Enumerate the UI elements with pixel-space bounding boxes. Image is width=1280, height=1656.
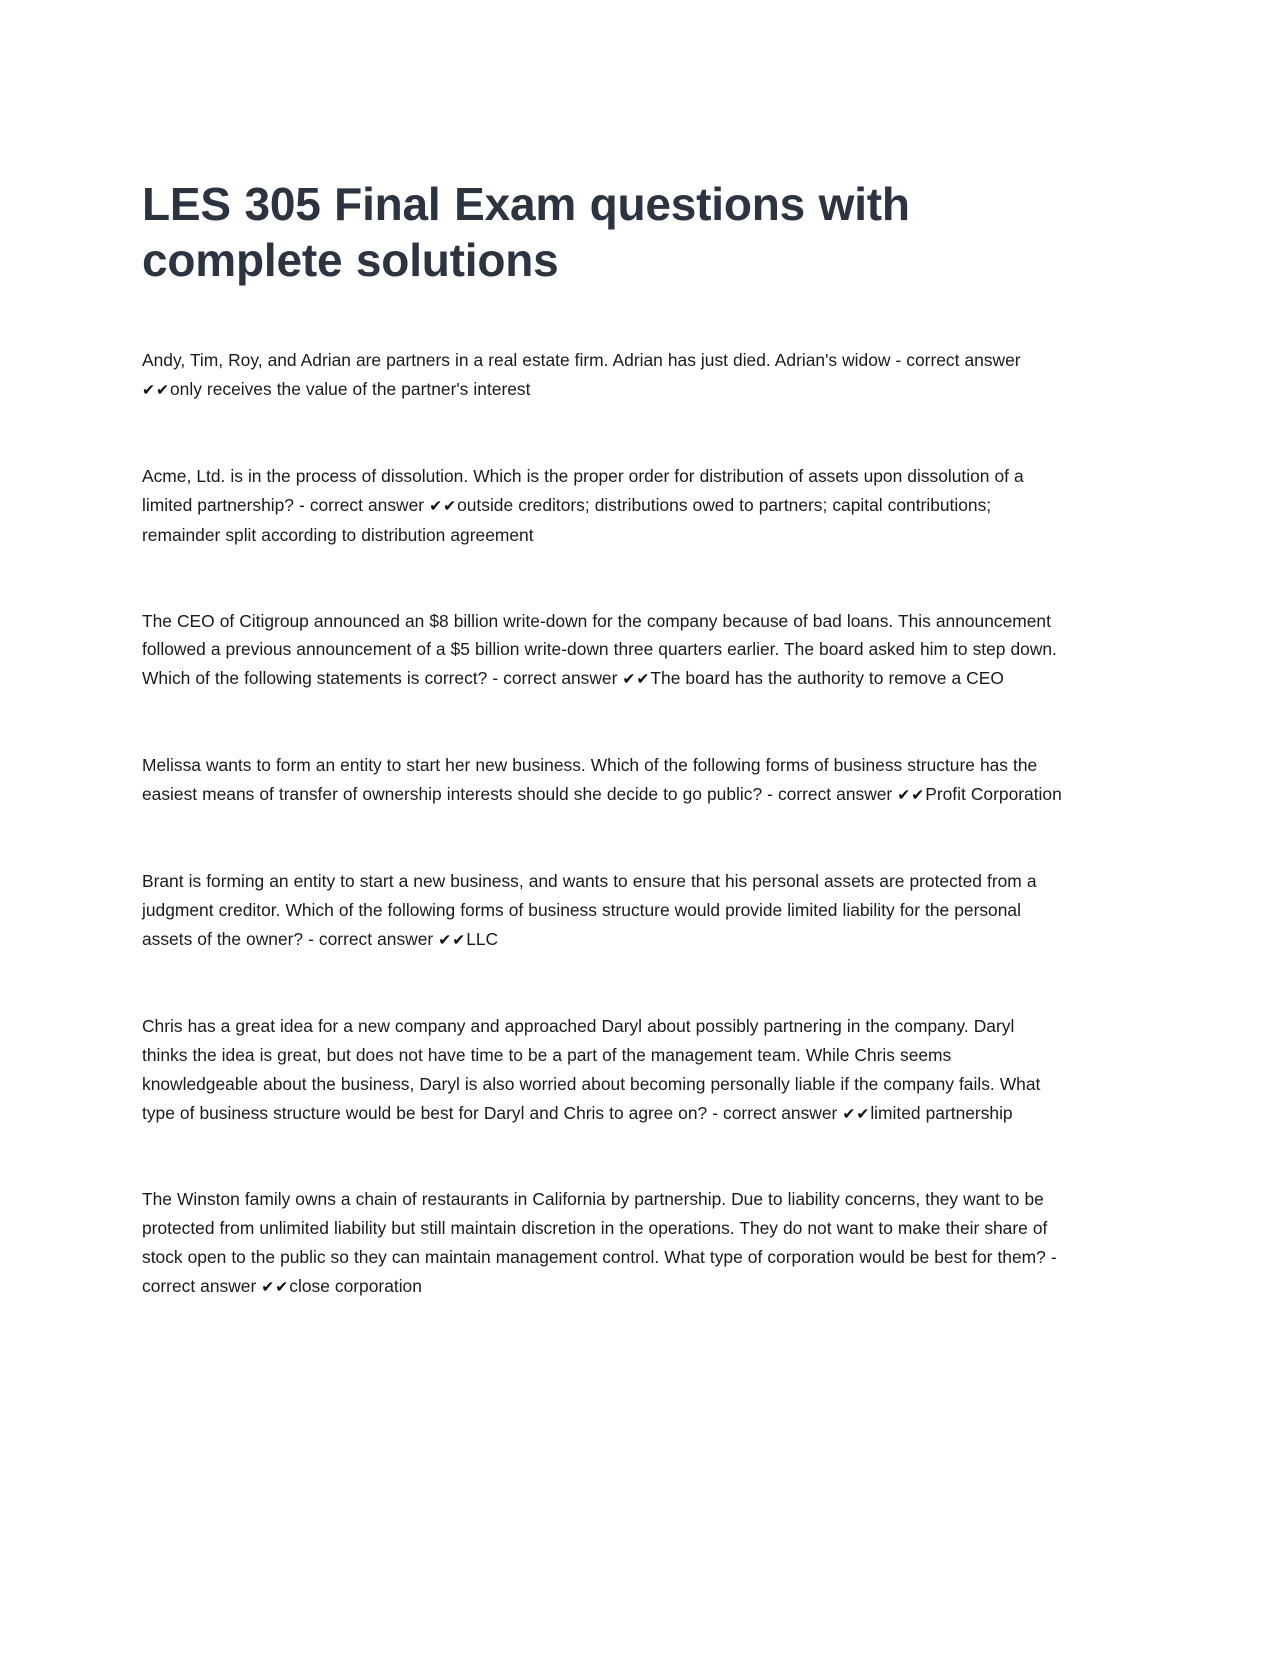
answer-text: only receives the value of the partner's interest	[169, 378, 531, 399]
question-text: Melissa wants to form an entity to start her new business. Which of the following forms of business structure has the easiest means of transfer of ownership interests should she decide to go public? - correct answer	[142, 755, 1038, 805]
check-mark-icon: ✔✔	[622, 670, 651, 689]
qa-item	[142, 607, 1062, 695]
page-title: LES 305 Final Exam questions with complete solutions	[142, 178, 910, 286]
question-text: Acme, Ltd. is in the process of dissolution. Which is the proper order for distribution of assets upon dissolution of a limited partnership? - correct answer	[142, 465, 1024, 515]
question-text: Andy, Tim, Roy, and Adrian are partners in a real estate firm. Adrian has just died. Adrian's widow - correct answer	[142, 350, 1021, 370]
check-mark-icon: ✔✔	[261, 1278, 290, 1297]
qa-item	[142, 346, 1062, 405]
answer-text: limited partnership	[870, 1102, 1013, 1123]
answer-text: Profit Corporation	[925, 784, 1062, 805]
answer-text: The board has the authority to remove a CEO	[650, 668, 1004, 689]
qa-item	[142, 751, 1062, 810]
question-text: Brant is forming an entity to start a new business, and wants to ensure that his personal assets are protected from a judgment creditor. Which of the following forms of business structure would provide limited liability for the personal assets of the owner? - correct answer	[142, 871, 1037, 949]
answer-text: LLC	[466, 928, 499, 949]
check-mark-icon: ✔✔	[842, 1104, 871, 1123]
check-mark-icon: ✔✔	[429, 496, 458, 515]
question-text: The CEO of Citigroup announced an $8 billion write-down for the company because of bad loans. This announcement followed a previous announcement of a $5 billion write-down three quarters earlier. The board asked him to step down. Which of the following statements is correct? - correct answer	[142, 610, 1057, 689]
qa-item	[142, 1012, 1062, 1129]
qa-list	[142, 346, 1062, 1302]
check-mark-icon: ✔✔	[438, 930, 467, 949]
check-mark-icon: ✔✔	[142, 380, 170, 399]
qa-item	[142, 462, 1062, 550]
answer-text: outside creditors; distributions owed to partners; capital contributions; remainder split according to distribution agreement	[142, 494, 992, 545]
qa-item	[142, 1185, 1062, 1302]
document-content	[142, 176, 1062, 1302]
question-text: Chris has a great idea for a new company and approached Daryl about possibly partnering in the company. Daryl thinks the idea is great, but does not have time to be a part of the management team. While Chris seems knowledgeable about the business, Daryl is also worried about becoming personally liable if the company fails. What type of business structure would be best for Daryl and Chris to agree on? - correct answer	[142, 1015, 1041, 1123]
check-mark-icon: ✔✔	[897, 786, 926, 805]
answer-text: close corporation	[289, 1276, 422, 1297]
qa-item	[142, 867, 1062, 955]
question-text: The Winston family owns a chain of restaurants in California by partnership. Due to liability concerns, they want to be protected from unlimited liability but still maintain discretion in the operations. They do not want to make their share of stock open to the public so they can maintain management control. What type of corporation would be best for them? - correct answer	[142, 1189, 1057, 1297]
